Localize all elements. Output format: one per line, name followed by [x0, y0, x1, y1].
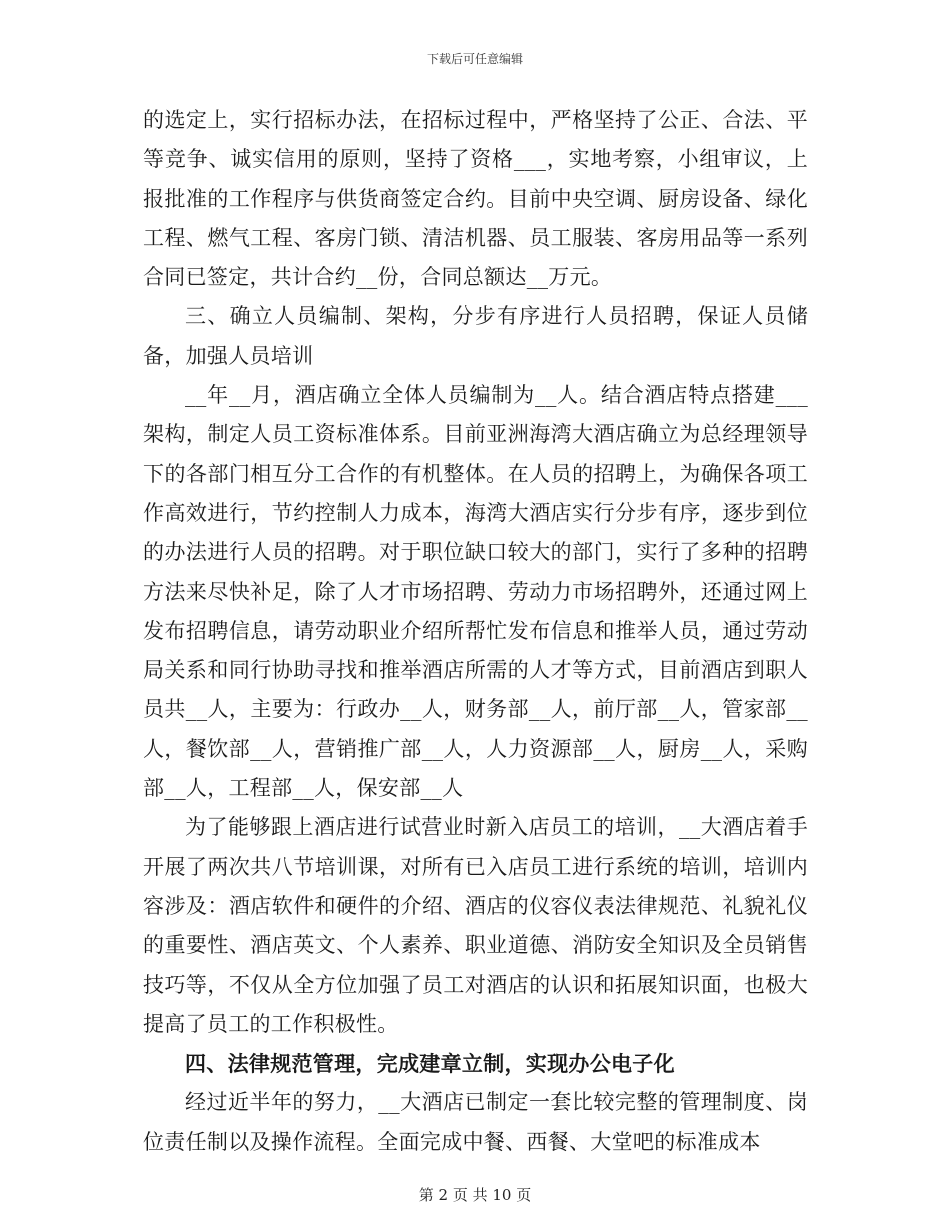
paragraph-training: 为了能够跟上酒店进行试营业时新入店员工的培训，__大酒店着手开展了两次共八节培训课，对所有已入店员工进行系统的培训，培训内容涉及：酒店软件和硬件的介绍、酒店的仪容仪表法律规范、礼貌礼仪的重要性、酒店英文、个人素养、职业道德、消防安全知识及全员销售技巧等，不仅从全方位加强了员工对酒店的认识和拓展知识面，也极大提高了员工的工作积极性。: [143, 815, 808, 1036]
paragraph-recruitment: __年__月，酒店确立全体人员编制为__人。结合酒店特点搭建___架构，制定人员工资标准体系。目前亚洲海湾大酒店确立为总经理领导下的各部门相互分工合作的有机整体。在人员的招聘上，为确保各项工作高效进行，节约控制人力成本，海湾大酒店实行分步有序，逐步到位的办法进行人员的招聘。对于职位缺口较大的部门，实行了多种的招聘方法来尽快补足，除了人才市场招聘、劳动力市场招聘外，还通过网上发布招聘信息，请劳动职业介绍所帮忙发布信息和推举人员，通过劳动局关系和同行协助寻找和推举酒店所需的人才等方式，目前酒店到职人员共__人，主要为：行政办__人，财务部__人，前厅部__人，管家部__人，餐饮部__人，营销推广部__人，人力资源部__人，厨房__人，采购部__人，工程部__人，保安部__人: [143, 383, 808, 801]
page-number-footer: 第 2 页 共 10 页: [418, 1186, 532, 1204]
document-body: [143, 101, 808, 1162]
paragraph-procurement: 的选定上，实行招标办法，在招标过程中，严格坚持了公正、合法、平等竞争、诚实信用的原则，坚持了资格___，实地考察，小组审议，上报批准的工作程序与供货商签定合约。目前中央空调、厨房设备、绿化工程、燃气工程、客房门锁、清洁机器、员工服装、客房用品等一系列合同已签定，共计合约__份，合同总额达__万元。: [143, 108, 808, 290]
paragraph-regulation: 经过近半年的努力，__大酒店已制定一套比较完整的管理制度、岗位责任制以及操作流程。全面完成中餐、西餐、大堂吧的标准成本: [143, 1090, 808, 1154]
section-heading-staffing: 三、确立人员编制、架构，分步有序进行人员招聘，保证人员储备，加强人员培训: [143, 304, 808, 368]
page-header-note: 下载后可任意编辑: [426, 52, 523, 66]
section-heading-regulation: 四、法律规范管理，完成建章立制，实现办公电子化: [185, 1051, 675, 1077]
